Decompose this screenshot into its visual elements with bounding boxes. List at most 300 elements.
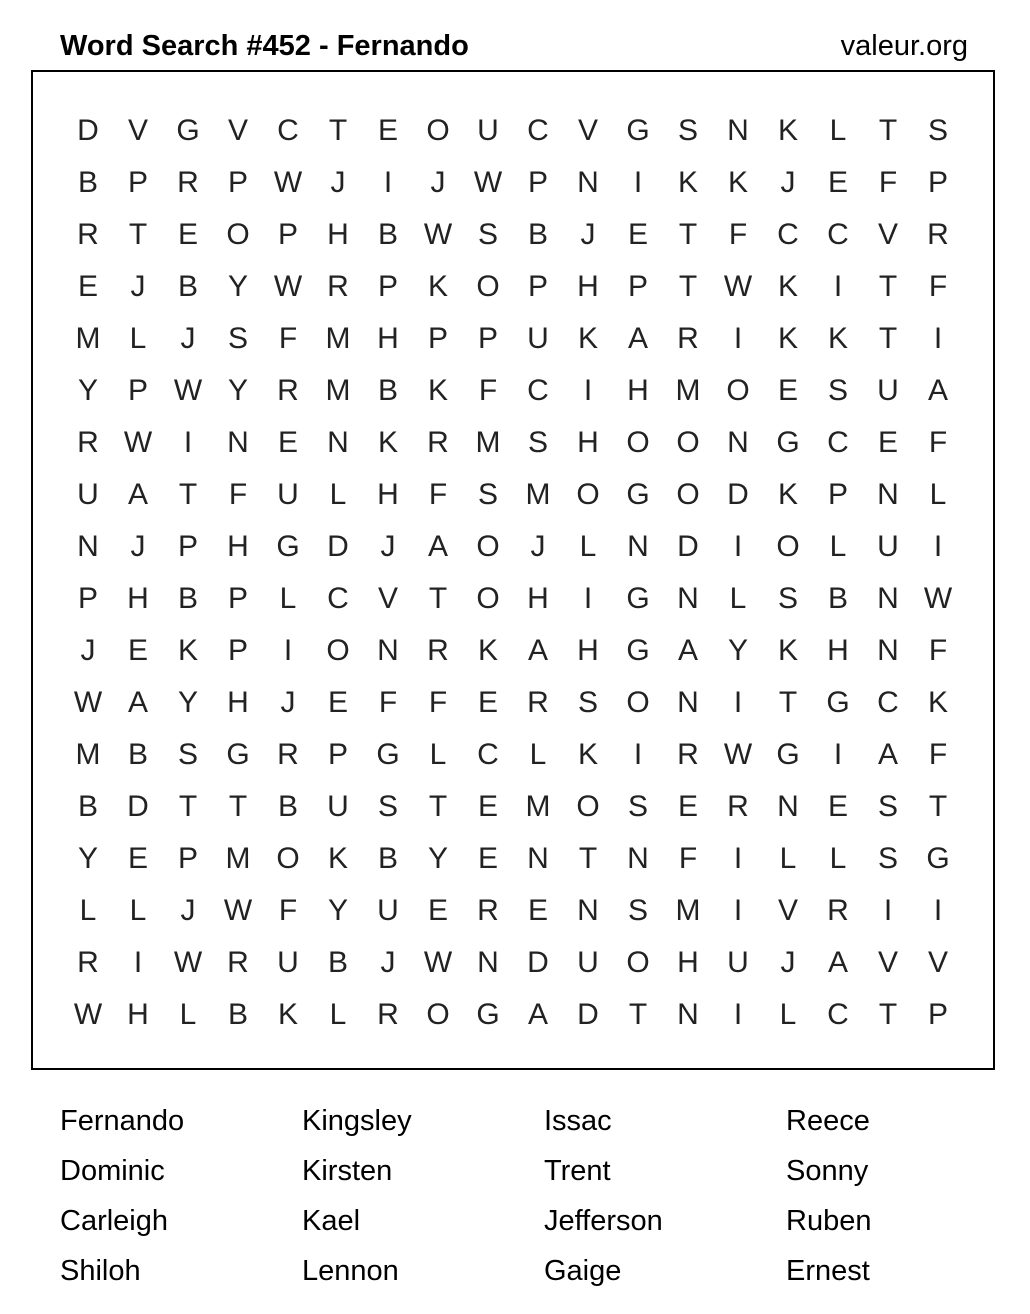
- grid-letter: E: [477, 686, 498, 719]
- grid-letter: H: [627, 374, 649, 407]
- grid-letter: N: [327, 426, 349, 459]
- grid-letter: U: [577, 946, 599, 979]
- grid-letter: I: [383, 166, 393, 199]
- grid-letter: B: [827, 582, 848, 615]
- grid-letter: F: [228, 478, 248, 511]
- grid-letter: E: [827, 166, 848, 199]
- grid-letter: R: [927, 218, 949, 251]
- grid-letter: A: [627, 322, 648, 355]
- grid-letter: G: [176, 114, 200, 147]
- grid-letter: V: [927, 946, 948, 979]
- grid-letter: P: [827, 478, 848, 511]
- grid-letter: Y: [427, 842, 448, 875]
- grid-letter: I: [183, 426, 193, 459]
- grid-letter: C: [827, 426, 849, 459]
- grid-letter: I: [733, 322, 743, 355]
- grid-letter: T: [328, 114, 348, 147]
- grid-letter: N: [627, 530, 649, 563]
- grid-letter: G: [376, 738, 400, 771]
- grid-letter: P: [77, 582, 98, 615]
- grid-letter: C: [527, 374, 549, 407]
- grid-letter: H: [127, 582, 149, 615]
- grid-letter: I: [883, 894, 893, 927]
- grid-letter: W: [273, 166, 303, 199]
- grid-letter: L: [929, 478, 947, 511]
- word-list-item: Sonny: [786, 1155, 869, 1187]
- grid-letter: Y: [327, 894, 348, 927]
- grid-letter: C: [477, 738, 499, 771]
- grid-letter: O: [476, 530, 500, 563]
- grid-letter: L: [729, 582, 747, 615]
- word-list-item: Issac: [544, 1105, 612, 1137]
- grid-letter: L: [779, 998, 797, 1031]
- grid-letter: G: [626, 114, 650, 147]
- grid-letter: E: [627, 218, 648, 251]
- word-list-item: Dominic: [60, 1155, 165, 1187]
- grid-letter: J: [180, 894, 196, 927]
- grid-letter: P: [227, 166, 248, 199]
- grid-letter: T: [228, 790, 248, 823]
- grid-letter: I: [583, 582, 593, 615]
- grid-letter: V: [877, 218, 898, 251]
- grid-letter: J: [80, 634, 96, 667]
- grid-letter: T: [928, 790, 948, 823]
- grid-letter: R: [227, 946, 249, 979]
- grid-letter: H: [377, 322, 399, 355]
- grid-letter: P: [177, 530, 198, 563]
- grid-letter: T: [878, 270, 898, 303]
- grid-letter: R: [377, 998, 399, 1031]
- grid-letter: E: [177, 218, 198, 251]
- grid-letter: I: [733, 686, 743, 719]
- grid-letter: K: [777, 270, 798, 303]
- grid-letter: W: [123, 426, 153, 459]
- grid-letter: B: [327, 946, 348, 979]
- grid-letter: H: [527, 582, 549, 615]
- grid-letter: B: [77, 166, 98, 199]
- grid-letter: B: [377, 218, 398, 251]
- grid-letter: N: [727, 114, 749, 147]
- grid-letter: C: [527, 114, 549, 147]
- grid-letter: W: [473, 166, 503, 199]
- grid-letter: N: [677, 998, 699, 1031]
- word-list-item: Kingsley: [302, 1105, 412, 1137]
- grid-letter: E: [477, 790, 498, 823]
- grid-letter: T: [178, 790, 198, 823]
- grid-letter: K: [427, 374, 448, 407]
- grid-letter: Y: [227, 374, 248, 407]
- grid-letter: S: [527, 426, 548, 459]
- grid-letter: J: [280, 686, 296, 719]
- word-list-item: Ruben: [786, 1205, 872, 1237]
- grid-letter: L: [129, 322, 147, 355]
- grid-letter: O: [276, 842, 300, 875]
- grid-letter: S: [877, 790, 898, 823]
- grid-letter: M: [225, 842, 251, 875]
- grid-letter: R: [277, 374, 299, 407]
- grid-letter: S: [827, 374, 848, 407]
- grid-letter: A: [427, 530, 448, 563]
- grid-letter: P: [177, 842, 198, 875]
- site-name: valeur.org: [840, 30, 968, 62]
- word-list-item: Trent: [544, 1155, 611, 1187]
- grid-letter: H: [677, 946, 699, 979]
- grid-letter: G: [626, 582, 650, 615]
- grid-letter: S: [177, 738, 198, 771]
- grid-letter: F: [428, 686, 448, 719]
- grid-letter: L: [829, 842, 847, 875]
- grid-letter: P: [327, 738, 348, 771]
- grid-letter: O: [626, 686, 650, 719]
- grid-letter: O: [576, 790, 600, 823]
- grid-letter: W: [173, 946, 203, 979]
- grid-letter: N: [527, 842, 549, 875]
- grid-letter: K: [477, 634, 498, 667]
- grid-letter: P: [927, 998, 948, 1031]
- grid-letter: C: [277, 114, 299, 147]
- grid-letter: K: [177, 634, 198, 667]
- grid-letter: P: [477, 322, 498, 355]
- grid-letter: P: [527, 270, 548, 303]
- grid-letter: R: [527, 686, 549, 719]
- grid-letter: P: [277, 218, 298, 251]
- grid-letter: P: [227, 582, 248, 615]
- grid-letter: B: [227, 998, 248, 1031]
- grid-letter: O: [626, 426, 650, 459]
- grid-letter: T: [578, 842, 598, 875]
- grid-letter: B: [277, 790, 298, 823]
- grid-letter: O: [626, 946, 650, 979]
- grid-letter: J: [130, 530, 146, 563]
- grid-letter: O: [476, 270, 500, 303]
- grid-letter: L: [279, 582, 297, 615]
- grid-letter: G: [776, 738, 800, 771]
- grid-letter: J: [380, 946, 396, 979]
- grid-letter: M: [475, 426, 501, 459]
- grid-letter: S: [477, 218, 498, 251]
- grid-letter: O: [676, 478, 700, 511]
- grid-letter: B: [527, 218, 548, 251]
- grid-letter: F: [678, 842, 698, 875]
- grid-letter: B: [377, 374, 398, 407]
- grid-letter: V: [377, 582, 398, 615]
- grid-letter: M: [675, 374, 701, 407]
- grid-letter: N: [777, 790, 799, 823]
- grid-letter: G: [776, 426, 800, 459]
- word-list-item: Ernest: [786, 1255, 870, 1287]
- grid-letter: S: [627, 894, 648, 927]
- grid-letter: S: [627, 790, 648, 823]
- grid-letter: E: [477, 842, 498, 875]
- grid-letter: W: [723, 738, 753, 771]
- grid-letter: P: [527, 166, 548, 199]
- grid-letter: H: [227, 530, 249, 563]
- grid-letter: L: [329, 478, 347, 511]
- grid-letter: W: [223, 894, 253, 927]
- grid-letter: F: [478, 374, 498, 407]
- grid-letter: L: [79, 894, 97, 927]
- grid-letter: S: [927, 114, 948, 147]
- grid-letter: Y: [727, 634, 748, 667]
- grid-letter: G: [626, 634, 650, 667]
- grid-letter: Y: [177, 686, 198, 719]
- grid-letter: O: [776, 530, 800, 563]
- grid-letter: N: [377, 634, 399, 667]
- word-list-item: Kirsten: [302, 1155, 393, 1187]
- grid-letter: K: [377, 426, 398, 459]
- grid-letter: L: [829, 530, 847, 563]
- grid-letter: F: [278, 894, 298, 927]
- grid-letter: S: [677, 114, 698, 147]
- grid-letter: E: [427, 894, 448, 927]
- grid-letter: M: [75, 322, 101, 355]
- grid-letter: A: [877, 738, 898, 771]
- grid-letter: P: [377, 270, 398, 303]
- grid-letter: M: [525, 790, 551, 823]
- grid-letter: I: [933, 322, 943, 355]
- grid-letter: J: [780, 946, 796, 979]
- grid-letter: H: [577, 270, 599, 303]
- grid-letter: H: [227, 686, 249, 719]
- word-list-item: Fernando: [60, 1105, 185, 1137]
- word-list-item: Lennon: [302, 1255, 399, 1287]
- grid-letter: O: [326, 634, 350, 667]
- grid-letter: F: [928, 634, 948, 667]
- grid-letter: A: [527, 634, 548, 667]
- grid-letter: F: [378, 686, 398, 719]
- grid-letter: B: [177, 582, 198, 615]
- grid-letter: I: [133, 946, 143, 979]
- grid-letter: E: [777, 374, 798, 407]
- grid-letter: R: [77, 946, 99, 979]
- grid-letter: I: [633, 166, 643, 199]
- grid-letter: T: [878, 114, 898, 147]
- grid-letter: N: [227, 426, 249, 459]
- grid-letter: F: [428, 478, 448, 511]
- grid-letter: M: [325, 322, 351, 355]
- grid-letter: N: [727, 426, 749, 459]
- grid-letter: J: [330, 166, 346, 199]
- grid-letter: E: [377, 114, 398, 147]
- grid-letter: U: [527, 322, 549, 355]
- grid-letter: C: [777, 218, 799, 251]
- grid-letter: I: [733, 530, 743, 563]
- grid-letter: I: [833, 738, 843, 771]
- grid-letter: T: [878, 322, 898, 355]
- grid-letter: E: [327, 686, 348, 719]
- grid-letter: E: [827, 790, 848, 823]
- grid-letter: N: [877, 582, 899, 615]
- grid-letter: A: [927, 374, 948, 407]
- grid-letter: L: [529, 738, 547, 771]
- grid-letter: K: [577, 738, 598, 771]
- word-list-item: Kael: [302, 1205, 361, 1237]
- grid-letter: U: [77, 478, 99, 511]
- grid-letter: Y: [77, 842, 98, 875]
- grid-letter: W: [73, 998, 103, 1031]
- grid-letter: R: [677, 322, 699, 355]
- grid-letter: R: [327, 270, 349, 303]
- grid-letter: M: [675, 894, 701, 927]
- word-list-item: Jefferson: [544, 1205, 663, 1237]
- grid-letter: K: [777, 114, 798, 147]
- grid-letter: Y: [77, 374, 98, 407]
- grid-letter: R: [477, 894, 499, 927]
- grid-letter: R: [77, 218, 99, 251]
- grid-letter: L: [429, 738, 447, 771]
- grid-letter: S: [227, 322, 248, 355]
- grid-letter: N: [477, 946, 499, 979]
- grid-letter: U: [327, 790, 349, 823]
- grid-letter: K: [577, 322, 598, 355]
- grid-letter: D: [77, 114, 99, 147]
- grid-letter: R: [427, 426, 449, 459]
- grid-letter: J: [580, 218, 596, 251]
- grid-letter: W: [173, 374, 203, 407]
- grid-letter: R: [77, 426, 99, 459]
- grid-letter: A: [527, 998, 548, 1031]
- grid-letter: C: [877, 686, 899, 719]
- grid-letter: E: [877, 426, 898, 459]
- grid-letter: W: [423, 218, 453, 251]
- grid-letter: K: [677, 166, 698, 199]
- word-list-item: Reece: [786, 1105, 870, 1137]
- grid-letter: W: [923, 582, 953, 615]
- grid-letter: J: [130, 270, 146, 303]
- grid-letter: I: [933, 894, 943, 927]
- grid-letter: O: [426, 998, 450, 1031]
- grid-letter: C: [327, 582, 349, 615]
- grid-letter: P: [927, 166, 948, 199]
- grid-letter: U: [277, 478, 299, 511]
- grid-letter: N: [577, 894, 599, 927]
- grid-letter: N: [877, 634, 899, 667]
- grid-letter: B: [177, 270, 198, 303]
- grid-letter: N: [627, 842, 649, 875]
- grid-letter: R: [827, 894, 849, 927]
- grid-letter: N: [577, 166, 599, 199]
- grid-letter: N: [677, 582, 699, 615]
- grid-letter: R: [277, 738, 299, 771]
- grid-letter: G: [626, 478, 650, 511]
- grid-letter: E: [127, 634, 148, 667]
- grid-letter: K: [927, 686, 948, 719]
- grid-letter: F: [878, 166, 898, 199]
- grid-letter: E: [77, 270, 98, 303]
- grid-letter: U: [877, 530, 899, 563]
- grid-letter: P: [227, 634, 248, 667]
- grid-letter: J: [380, 530, 396, 563]
- grid-letter: U: [277, 946, 299, 979]
- grid-letter: T: [178, 478, 198, 511]
- grid-letter: H: [327, 218, 349, 251]
- grid-letter: M: [525, 478, 551, 511]
- grid-letter: L: [829, 114, 847, 147]
- grid-letter: I: [733, 842, 743, 875]
- grid-letter: I: [833, 270, 843, 303]
- grid-letter: U: [877, 374, 899, 407]
- grid-letter: J: [780, 166, 796, 199]
- grid-letter: F: [728, 218, 748, 251]
- grid-letter: T: [428, 582, 448, 615]
- grid-letter: I: [733, 998, 743, 1031]
- grid-letter: H: [377, 478, 399, 511]
- grid-letter: T: [778, 686, 798, 719]
- grid-letter: G: [476, 998, 500, 1031]
- grid-letter: G: [926, 842, 950, 875]
- grid-letter: C: [827, 998, 849, 1031]
- grid-letter: V: [577, 114, 598, 147]
- grid-letter: E: [677, 790, 698, 823]
- letter-grid: [63, 105, 963, 1041]
- grid-letter: B: [127, 738, 148, 771]
- grid-letter: F: [278, 322, 298, 355]
- grid-letter: V: [877, 946, 898, 979]
- grid-letter: W: [723, 270, 753, 303]
- grid-letter: K: [727, 166, 748, 199]
- grid-letter: O: [726, 374, 750, 407]
- grid-letter: K: [427, 270, 448, 303]
- grid-letter: E: [127, 842, 148, 875]
- grid-letter: T: [628, 998, 648, 1031]
- grid-letter: J: [530, 530, 546, 563]
- grid-letter: R: [427, 634, 449, 667]
- grid-letter: N: [877, 478, 899, 511]
- grid-letter: F: [928, 270, 948, 303]
- grid-letter: D: [127, 790, 149, 823]
- grid-letter: O: [476, 582, 500, 615]
- grid-letter: P: [427, 322, 448, 355]
- grid-letter: R: [727, 790, 749, 823]
- grid-letter: I: [283, 634, 293, 667]
- grid-letter: K: [327, 842, 348, 875]
- grid-letter: A: [827, 946, 848, 979]
- grid-letter: B: [77, 790, 98, 823]
- grid-letter: O: [226, 218, 250, 251]
- grid-letter: A: [127, 478, 148, 511]
- grid-letter: V: [227, 114, 248, 147]
- grid-letter: W: [423, 946, 453, 979]
- grid-letter: T: [428, 790, 448, 823]
- grid-letter: B: [377, 842, 398, 875]
- grid-letter: C: [827, 218, 849, 251]
- grid-letter: O: [426, 114, 450, 147]
- grid-letter: D: [327, 530, 349, 563]
- grid-letter: V: [777, 894, 798, 927]
- grid-letter: R: [177, 166, 199, 199]
- grid-letter: T: [128, 218, 148, 251]
- grid-letter: I: [933, 530, 943, 563]
- grid-letter: U: [727, 946, 749, 979]
- grid-letter: P: [127, 374, 148, 407]
- grid-letter: A: [127, 686, 148, 719]
- grid-letter: S: [577, 686, 598, 719]
- grid-letter: J: [180, 322, 196, 355]
- word-list-item: Gaige: [544, 1255, 622, 1287]
- grid-letter: K: [277, 998, 298, 1031]
- grid-letter: K: [777, 478, 798, 511]
- grid-letter: N: [677, 686, 699, 719]
- grid-letter: S: [877, 842, 898, 875]
- grid-letter: N: [77, 530, 99, 563]
- grid-letter: D: [527, 946, 549, 979]
- grid-letter: M: [75, 738, 101, 771]
- grid-letter: G: [226, 738, 250, 771]
- grid-letter: K: [777, 322, 798, 355]
- grid-letter: F: [928, 738, 948, 771]
- grid-letter: K: [777, 634, 798, 667]
- grid-letter: Y: [227, 270, 248, 303]
